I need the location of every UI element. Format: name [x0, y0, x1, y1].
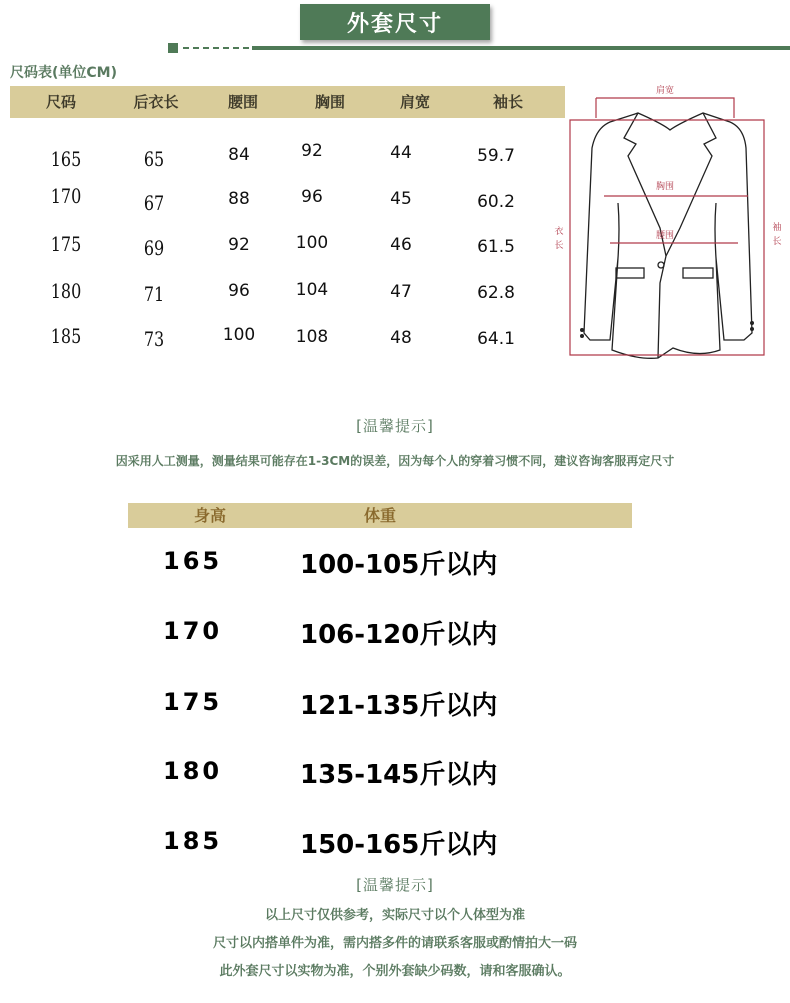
header-chest: 胸围	[314, 93, 346, 111]
table-cell: 180	[163, 757, 223, 785]
table-cell: 96	[301, 187, 323, 207]
table-cell: 88	[228, 189, 250, 209]
table-cell: 165	[50, 147, 82, 171]
table-cell: 67	[143, 191, 165, 215]
weight-table-header	[128, 503, 632, 528]
table-cell: 170	[50, 184, 82, 208]
header-height: 身高	[193, 506, 227, 525]
size-table-caption: 尺码表(单位CM)	[10, 65, 118, 81]
title-deco-line	[252, 46, 790, 50]
table-cell: 92	[301, 141, 323, 161]
header-waist: 腰围	[227, 93, 259, 111]
header-shoulder: 肩宽	[399, 93, 431, 111]
label-shoulder: 肩宽	[655, 86, 675, 96]
table-cell: 106-120斤以内	[300, 620, 498, 650]
table-cell: 104	[295, 280, 329, 300]
table-cell: 64.1	[477, 329, 515, 349]
label-length-2: 长	[554, 241, 564, 251]
table-cell: 180	[50, 279, 82, 303]
header-back-length: 后衣长	[133, 93, 179, 111]
header-size: 尺码	[45, 93, 77, 111]
table-cell: 44	[390, 143, 412, 163]
table-cell: 92	[228, 235, 250, 255]
table-cell: 100-105斤以内	[300, 550, 498, 580]
table-cell: 65	[143, 147, 165, 171]
tip2-line: 以上尺寸仅供参考，实际尺寸以个人体型为准	[264, 908, 525, 923]
jacket-diagram	[548, 78, 788, 363]
table-cell: 60.2	[477, 192, 515, 212]
table-cell: 62.8	[477, 283, 515, 303]
table-cell: 135-145斤以内	[300, 760, 498, 790]
table-cell: 71	[143, 282, 165, 306]
table-cell: 108	[295, 327, 329, 347]
page-title: 外套尺寸	[300, 4, 490, 40]
table-cell: 121-135斤以内	[300, 691, 498, 721]
table-cell: 150-165斤以内	[300, 830, 498, 860]
header-sleeve: 袖长	[492, 93, 524, 111]
table-cell: 185	[163, 827, 223, 855]
table-cell: 100	[295, 233, 329, 253]
label-length-1: 衣	[554, 227, 564, 237]
table-cell: 48	[390, 328, 412, 348]
table-cell: 61.5	[477, 237, 515, 257]
table-cell: 165	[163, 547, 223, 575]
table-cell: 47	[390, 282, 412, 302]
table-cell: 175	[50, 232, 82, 256]
table-cell: 96	[228, 281, 250, 301]
label-waist: 腰围	[655, 231, 675, 241]
title-deco-dash	[183, 47, 249, 49]
tip2-line: 此外套尺寸以实物为准，个别外套缺少码数，请和客服确认。	[219, 964, 571, 979]
table-cell: 185	[50, 324, 82, 348]
tip1-text: 因采用人工测量，测量结果可能存在1-3CM的误差，因为每个人的穿着习惯不同，建议咨询客服再定尺寸	[115, 454, 675, 468]
table-cell: 73	[143, 327, 165, 351]
table-cell: 45	[390, 189, 412, 209]
title-deco-square	[168, 43, 178, 53]
label-chest: 胸围	[655, 182, 675, 192]
table-cell: 46	[390, 235, 412, 255]
table-cell: 170	[163, 617, 223, 645]
header-weight: 体重	[363, 506, 397, 525]
table-cell: 100	[222, 325, 256, 345]
tip2-line: 尺寸以内搭单件为准，需内搭多件的请联系客服或酌情拍大一码	[212, 936, 577, 951]
table-cell: 175	[163, 688, 223, 716]
table-cell: 84	[228, 145, 250, 165]
tip2-title: [温馨提示]	[356, 876, 434, 894]
label-sleeve-2: 长	[772, 237, 782, 247]
size-table-header	[10, 86, 565, 118]
label-sleeve-1: 袖	[772, 223, 782, 233]
table-cell: 59.7	[477, 146, 515, 166]
tip1-title: [温馨提示]	[356, 417, 434, 435]
table-cell: 69	[143, 236, 165, 260]
